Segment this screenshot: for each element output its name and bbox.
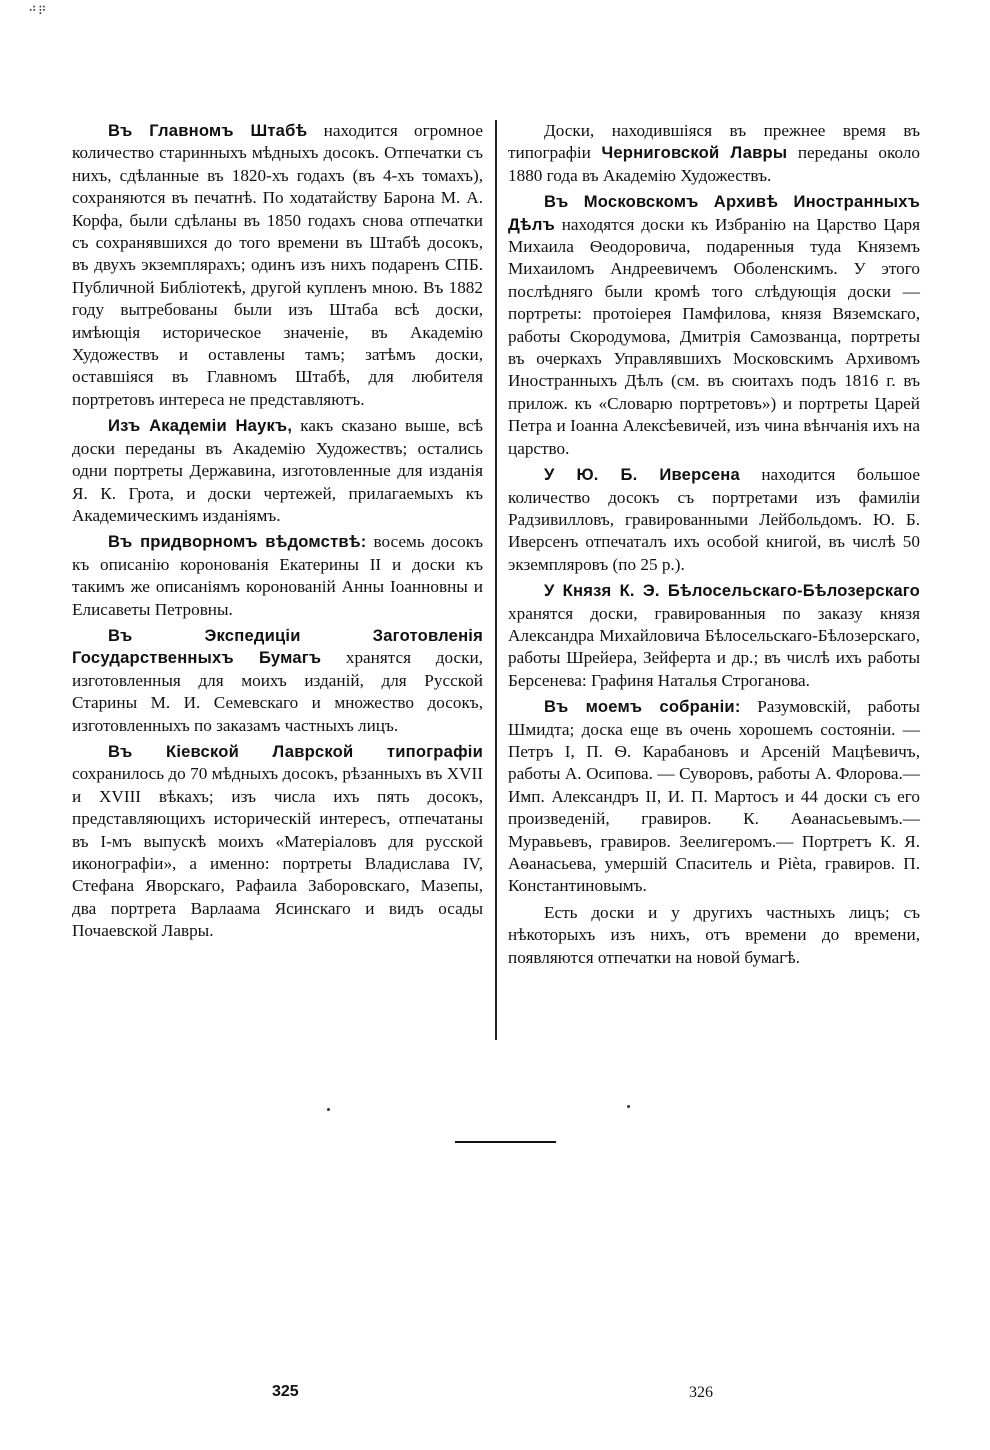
paragraph-lead: Въ Кіевской Лаврской типографіи bbox=[108, 741, 483, 761]
paragraph-lead: Черниговской Лавры bbox=[601, 143, 788, 163]
paragraph-text: какъ сказано выше, всѣ доски переданы въ Академію Художествъ; остались одни портреты Державина, изготовленные для изданія Я. К. Грота, и доски чертежей, прилагаемыхъ къ Академическимъ изданіямъ. bbox=[72, 416, 483, 525]
paragraph-text: Разумовскій, работы Шмидта; доска еще въ очень хорошемъ состояніи. — Петръ I, П. Ѳ. Карабановъ и Арсеній Мацѣевичъ, работы А. Осипова. — Суворовъ, работы А. Флорова.—Имп. Александръ II, И. П. Мартосъ и 44 доски съ его произведеній, гравиров. К. Аѳанасьевымъ.—Муравьевъ, гравиров. Зеелигеромъ.— Портретъ К. Я. Аѳанасьева, умершій Спаситель и Pièta, гравиров. П. Константиновымъ. bbox=[508, 697, 920, 896]
column-divider bbox=[495, 120, 497, 1040]
paragraph-lead: Въ Московскомъ Архивѣ Иностранныхъ Дѣлъ bbox=[508, 192, 920, 234]
page-number-left: 325 bbox=[272, 1383, 299, 1400]
right-column bbox=[508, 120, 920, 973]
paragraph-kievskaya-lavra bbox=[72, 741, 483, 943]
section-separator bbox=[455, 1141, 556, 1143]
paragraph-pridvornoe-vedomstvo bbox=[72, 531, 483, 621]
paragraph-text: находится огромное количество старинныхъ мѣдныхъ досокъ. Отпечатки съ нихъ, сдѣланные въ 1820-хъ годахъ (въ 4-хъ томахъ), сохраняются въ печатнѣ. По ходатайству Барона М. А. Корфа, были сдѣланы въ 1850 годахъ снова отпечатки съ сохранявшихся до того времени въ Штабѣ досокъ, въ двухъ экземплярахъ; одинъ изъ нихъ подаренъ СПБ. Публичной Библіотекѣ, другой купленъ мною. Въ 1882 году вытребованы были изъ Штаба всѣ доски, имѣющія историческое значеніе, въ Академію Художествъ и оставлены тамъ; затѣмъ доски, оставшіяся въ Главномъ Штабѣ, для любителя портретовъ интереса не представляютъ. bbox=[72, 121, 483, 409]
paragraph-text: сохранилось до 70 мѣдныхъ досокъ, рѣзанныхъ въ XVII и XVIII вѣкахъ; изъ числа ихъ пять досокъ, представляющихъ историческій интересъ, отпечатаны въ I-мъ выпускѣ моихъ «Матеріаловъ для русской иконографіи», а именно: портреты Владислава IV, Стефана Яворскаго, Рафаила Заборовскаго, Мазепы, два портрета Варлаама Ясинскаго и видъ осады Почаевской Лавры. bbox=[72, 764, 483, 941]
paragraph-iversen bbox=[508, 464, 920, 576]
paragraph-ekspeditsiya bbox=[72, 625, 483, 737]
paragraph-lead: Въ моемъ собраніи: bbox=[544, 697, 741, 717]
paragraph-moskovsky-arkhiv bbox=[508, 191, 920, 460]
corner-mark: ⠚⠟ bbox=[28, 4, 48, 18]
paragraph-text: находится большое количество досокъ съ портретами изъ фамиліи Радзивилловъ, гравированными Лейбольдомъ. Ю. Б. Иверсенъ отпечаталъ ихъ особой книгой, въ числѣ 50 экземпляровъ (по 25 р.). bbox=[508, 465, 920, 574]
page-number-right: 326 bbox=[689, 1384, 713, 1401]
paragraph-akademiya-nauk bbox=[72, 415, 483, 527]
paragraph-text: Доски, находившіяся въ прежнее время въ типографіи bbox=[508, 121, 920, 163]
paragraph-lead: Изъ Академіи Наукъ, bbox=[108, 416, 293, 436]
paragraph-glavny-shtab bbox=[72, 120, 483, 411]
paragraph-text: хранятся доски, изготовленныя для моихъ изданій, для Русской Старины М. И. Семевскаго и множество досокъ, изготовленныхъ по заказамъ частныхъ лицъ. bbox=[72, 648, 483, 735]
print-speck bbox=[627, 1105, 630, 1108]
left-column bbox=[72, 120, 483, 947]
paragraph-lead: Въ Экспедиціи Заготовленія Государственныхъ Бумагъ bbox=[72, 625, 483, 668]
paragraph-lead: У Князя К. Э. Бѣлосельскаго-Бѣлозерскаго bbox=[544, 581, 920, 601]
text-columns bbox=[72, 120, 920, 1040]
paragraph-lead: У Ю. Б. Иверсена bbox=[544, 465, 740, 485]
paragraph-drugie-litsa bbox=[508, 902, 920, 969]
paragraph-text: переданы около 1880 года въ Академію Художествъ. bbox=[508, 143, 920, 185]
paragraph-text: находятся доски къ Избранію на Царство Царя Михаила Ѳеодоровича, подаренныя туда Княземъ Михаиломъ Андреевичемъ Оболенскимъ. У этого послѣдняго были кромѣ того слѣдующія доски — портреты: протоіерея Памфилова, князя Вяземскаго, работы Скородумова, Дмитрія Самозванца, портреты въ очеркахъ Управлявшихъ Московскимъ Архивомъ Иностранныхъ Дѣлъ (см. въ сюитахъ подъ 1816 г. въ прилож. къ «Словарю портретовъ») и портреты Царей Петра и Іоанна Алексѣевичей, изъ чина вѣнчанія ихъ на царство. bbox=[508, 214, 920, 458]
paragraph-lead: Въ придворномъ вѣдомствѣ: bbox=[108, 532, 367, 552]
paragraph-beloselsky bbox=[508, 580, 920, 692]
paragraph-moe-sobranie bbox=[508, 696, 920, 898]
paragraph-lead: Въ Главномъ Штабѣ bbox=[108, 121, 308, 140]
print-speck bbox=[327, 1108, 330, 1111]
paragraph-chernigovskaya-lavra bbox=[508, 120, 920, 187]
paragraph-text: восемь досокъ къ описанію коронованія Екатерины II и доски къ такимъ же описаніямъ коронованій Анны Іоанновны и Елисаветы Петровны. bbox=[72, 532, 483, 619]
paragraph-text: Есть доски и у другихъ частныхъ лицъ; съ нѣкоторыхъ изъ нихъ, отъ времени до времени, появляются отпечатки на новой бумагѣ. bbox=[508, 902, 920, 967]
paragraph-text: хранятся доски, гравированныя по заказу князя Александра Михайловича Бѣлосельскаго-Бѣлозерскаго, работы Шрейера, Зейферта и др.; въ числѣ ихъ работы Берсенева: Графиня Наталья Строганова. bbox=[508, 603, 920, 690]
